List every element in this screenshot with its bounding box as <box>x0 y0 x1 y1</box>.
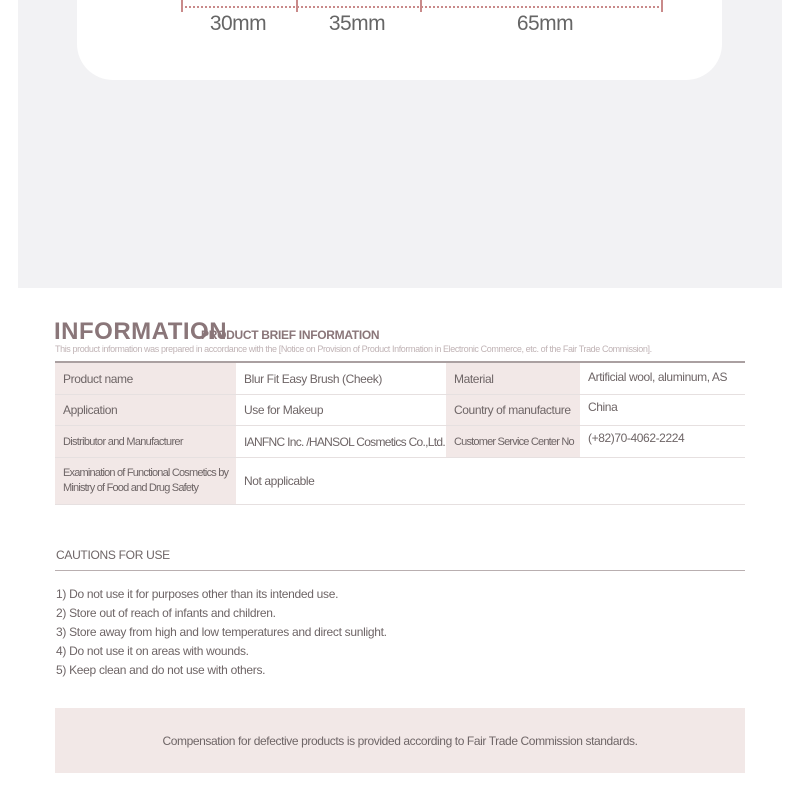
information-title: INFORMATION <box>54 318 228 345</box>
value-customer-service: (+82)70-4062-2224 <box>588 431 685 445</box>
label-functional-examination: Examination of Functional Cosmetics by Ministry of Food and Drug Safety <box>55 458 236 504</box>
cautions-title: CAUTIONS FOR USE <box>56 548 170 562</box>
cautions-list <box>56 585 387 680</box>
label-application: Application <box>55 395 236 425</box>
caution-item: 1) Do not use it for purposes other than its intended use. <box>56 587 339 601</box>
label-customer-service: Customer Service Center No <box>446 426 580 457</box>
value-product-name: Blur Fit Easy Brush (Cheek) <box>244 371 382 386</box>
dimension-label-30mm: 30mm <box>209 12 267 35</box>
information-subtitle: PRODUCT BRIEF INFORMATION <box>201 328 380 342</box>
dimension-tick <box>181 0 183 12</box>
label-product-name: Product name <box>55 363 236 394</box>
label-distributor: Distributor and Manufacturer <box>55 426 236 457</box>
caution-item: 5) Keep clean and do not use with others. <box>56 663 266 677</box>
value-country: China <box>588 400 618 414</box>
information-note: This product information was prepared in accordance with the [Notice on Provision of Product Information in Electronic Commerce, etc. of the Fair Trade Commission]. <box>55 344 652 354</box>
value-material: Artificial wool, aluminum, AS <box>588 370 728 384</box>
dimension-line <box>181 6 663 8</box>
value-application: Use for Makeup <box>244 403 324 417</box>
dimension-label-35mm: 35mm <box>328 12 386 35</box>
compensation-text: Compensation for defective products is provided according to Fair Trade Commission standards. <box>162 733 638 748</box>
caution-item: 4) Do not use it on areas with wounds. <box>56 644 249 658</box>
dimension-tick <box>661 0 663 12</box>
label-country: Country of manufacture <box>446 395 580 425</box>
caution-item: 2) Store out of reach of infants and children. <box>56 606 276 620</box>
value-distributor: IANFNC Inc. /HANSOL Cosmetics Co.,Ltd. <box>244 434 446 449</box>
label-material: Material <box>446 363 580 394</box>
cautions-rule <box>55 570 745 571</box>
compensation-box <box>55 708 745 773</box>
dimension-card <box>77 0 722 80</box>
row-divider <box>55 394 745 395</box>
caution-item: 3) Store away from high and low temperatures and direct sunlight. <box>56 625 387 639</box>
row-divider <box>55 425 745 426</box>
row-divider <box>55 457 745 458</box>
dimension-tick <box>420 0 422 12</box>
value-functional-examination: Not applicable <box>244 474 315 488</box>
dimension-label-65mm: 65mm <box>516 12 574 35</box>
row-divider <box>55 504 745 505</box>
dimension-tick <box>296 0 298 12</box>
